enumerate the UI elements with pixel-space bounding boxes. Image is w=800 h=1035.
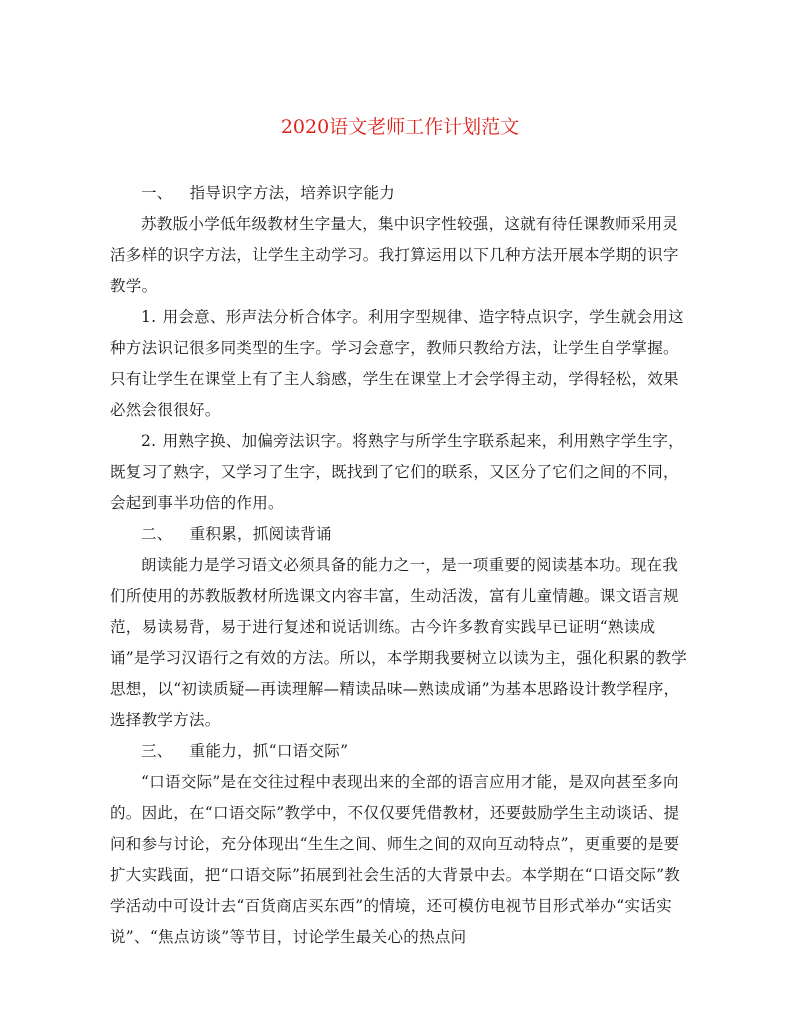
section-heading-text: 重能力，抓“口语交际” <box>189 742 349 760</box>
document-body <box>110 178 690 953</box>
paragraph: “口语交际”是在交往过程中表现出来的全部的语言应用才能，是双向甚至多向的。因此，在“口语交际”教学中，不仅仅要凭借教材，还要鼓励学生主动谈话、提问和参与讨论，充分体现出“生生之间、师生之间的双向互动特点”，更重要的是要扩大实践面，把“口语交际”拓展到社会生活的大背景中去。本学期在“口语交际”教学活动中可设计去“百货商店买东西”的情境，还可模仿电视节目形式举办“实话实说”、“焦点访谈”等节目，讨论学生最关心的热点问 <box>110 773 681 946</box>
paragraph: 苏教版小学低年级教材生字量大，集中识字性较强，这就有待任课教师采用灵活多样的识字方法，让学生主动学习。我打算运用以下几种方法开展本学期的识字教学。 <box>110 215 679 295</box>
list-item-number: 2. <box>141 432 157 450</box>
section-number: 二、 <box>141 525 173 543</box>
section-heading-text: 指导识字方法，培养识字能力 <box>189 184 396 202</box>
list-item-number: 1. <box>141 308 157 326</box>
paragraph: 朗读能力是学习语文必须具备的能力之一，是一项重要的阅读基本功。现在我们所使用的苏教版教材所选课文内容丰富，生动活泼，富有儿童情趣。课文语言规范，易读易背，易于进行复述和说话训练。古今许多教育实践早已证明“熟读成诵”是学习汉语行之有效的方法。所以，本学期我要树立以读为主，强化积累的教学思想，以“初读质疑—再读理解—精读品味—熟读成诵”为基本思路设计教学程序，选择教学方法。 <box>110 556 688 729</box>
section-heading-3 <box>110 736 690 767</box>
list-item-text: 用熟字换、加偏旁法识字。将熟字与所学生字联系起来，利用熟字学生字，既复习了熟字，又学习了生字，既找到了它们的联系，又区分了它们之间的不同，会起到事半功倍的作用。 <box>110 432 684 512</box>
list-item-text: 用会意、形声法分析合体字。利用字型规律、造字特点识字，学生就会用这种方法识记很多同类型的生字。学习会意字，教师只教给方法，让学生自学掌握。只有让学生在课堂上有了主人翁感，学生在课堂上才会学得主动，学得轻松，效果必然会很很好。 <box>110 308 684 419</box>
section-number: 三、 <box>141 742 173 760</box>
section-heading-text: 重积累，抓阅读背诵 <box>189 525 332 543</box>
section-heading-1 <box>110 178 690 209</box>
list-item-1 <box>110 302 690 426</box>
document-title: 2020语文老师工作计划范文 <box>280 116 520 138</box>
list-item-2 <box>110 426 690 519</box>
section-number: 一、 <box>141 184 173 202</box>
section-heading-2 <box>110 519 690 550</box>
